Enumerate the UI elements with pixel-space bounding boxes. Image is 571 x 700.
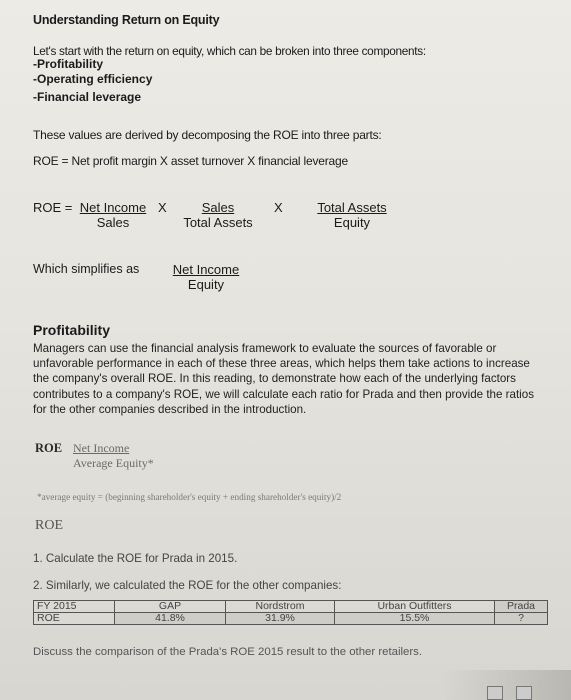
intro-item-operating-efficiency: -Operating efficiency <box>33 72 153 86</box>
table-row <box>34 613 548 625</box>
roe-formula: ROE = Net profit margin X asset turnover X financial leverage <box>33 154 348 168</box>
multiply-sign: X <box>158 200 167 215</box>
fraction-net-income-sales <box>74 200 152 230</box>
table-cell: 15.5% <box>335 613 495 625</box>
table-cell: ROE <box>34 613 115 625</box>
toolbar-layout-icon[interactable] <box>516 686 532 700</box>
roe-average-label: ROE <box>35 441 63 455</box>
toolbar-square-icon[interactable] <box>487 686 503 700</box>
fraction-denominator: Average Equity* <box>73 456 154 470</box>
fraction-net-income-equity <box>166 262 246 292</box>
question-1: 1. Calculate the ROE for Prada in 2015. <box>33 552 238 565</box>
fraction-numerator: Net Income <box>172 262 240 277</box>
table-cell: GAP <box>115 601 226 613</box>
table-cell: Urban Outfitters <box>335 601 495 613</box>
table-cell: FY 2015 <box>34 601 115 613</box>
fraction-denominator: Equity <box>333 215 371 230</box>
fraction-denominator: Sales <box>96 215 130 230</box>
table-cell: Prada <box>495 601 548 613</box>
average-equity-footnote: *average equity = (beginning shareholder's equity + ending shareholder's equity)/2 <box>37 492 342 502</box>
fraction-numerator: Net Income <box>73 441 130 455</box>
table-cell: ? <box>495 613 548 625</box>
derived-sentence: These values are derived by decomposing the ROE into three parts: <box>33 128 382 142</box>
multiply-sign: X <box>274 200 283 215</box>
question-2: 2. Similarly, we calculated the ROE for the other companies: <box>33 579 342 592</box>
table-cell: Nordstrom <box>226 601 335 613</box>
intro-item-financial-leverage: -Financial leverage <box>33 90 142 104</box>
roe-equals-label: ROE = <box>33 200 73 215</box>
intro-lead: Let's start with the return on equity, which can be broken into three components: <box>33 44 426 58</box>
intro-item-profitability: -Profitability <box>33 57 104 71</box>
fraction-denominator: Total Assets <box>183 215 253 230</box>
fraction-denominator: Equity <box>187 277 225 292</box>
simplifies-label: Which simplifies as <box>33 262 140 276</box>
table-cell: 31.9% <box>226 613 335 625</box>
fraction-total-assets-equity <box>310 200 394 230</box>
table-cell: 41.8% <box>115 613 226 625</box>
fraction-numerator: Total Assets <box>317 200 387 215</box>
title: Understanding Return on Equity <box>33 13 220 27</box>
profitability-heading: Profitability <box>33 322 111 338</box>
roe-section-heading: ROE <box>35 518 63 533</box>
profitability-paragraph: Managers can use the financial analysis framework to evaluate the sources of favorable or unfavorable performance in each of these three areas, which helps them take actions to increase the company's overall ROE. In this reading, to demonstrate how each of the underlying factors contributes to a company's ROE, we will calculate each ratio for Prada and then provide the ratios for the other companies described in the introduction. <box>33 342 535 416</box>
roe-comparison-table <box>33 600 548 625</box>
fraction-sales-total-assets <box>178 200 258 230</box>
table-row <box>34 601 548 613</box>
discussion-prompt: Discuss the comparison of the Prada's ROE 2015 result to the other retailers. <box>33 646 423 658</box>
fraction-numerator: Net Income <box>79 200 147 215</box>
screen-corner-shading <box>441 670 571 700</box>
fraction-numerator: Sales <box>201 200 235 215</box>
fraction-net-income-average-equity <box>73 441 154 471</box>
